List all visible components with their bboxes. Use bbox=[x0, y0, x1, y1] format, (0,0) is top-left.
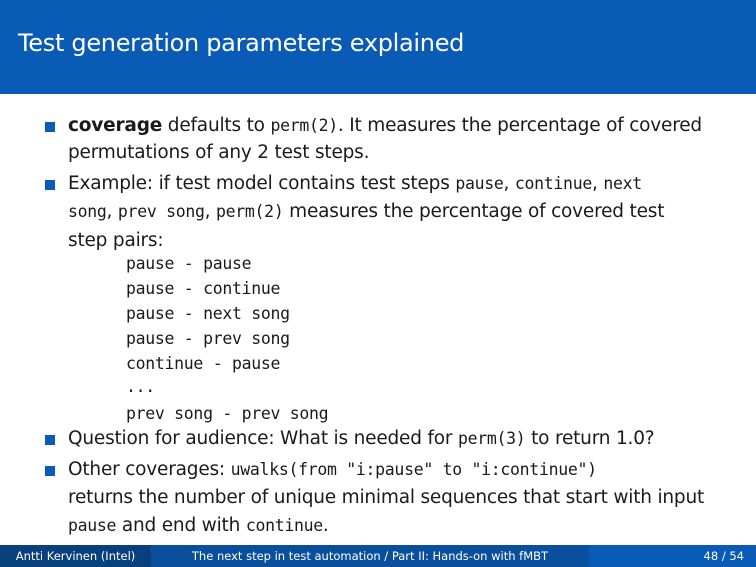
bullet-1-line-2: permutations of any 2 test steps. bbox=[68, 142, 370, 163]
text: . It measures the percentage of covered bbox=[337, 115, 702, 136]
text: , bbox=[204, 201, 217, 222]
footer-author: Antti Kervinen (Intel) bbox=[0, 545, 151, 567]
code-example-line: ... bbox=[126, 377, 155, 396]
code-example-line: prev song - prev song bbox=[126, 404, 329, 423]
bullet-marker bbox=[45, 122, 55, 132]
code: uwalks(from "i:pause" to "i:continue") bbox=[230, 460, 597, 479]
bullet-2-line-3: step pairs: bbox=[68, 230, 164, 251]
text: Other coverages: bbox=[68, 459, 231, 480]
bullet-4-line-1 bbox=[68, 457, 597, 482]
code: perm(2) bbox=[216, 202, 284, 221]
code: continue bbox=[514, 174, 592, 193]
footer-page-number-box bbox=[589, 545, 756, 567]
bullet-1-line-1 bbox=[68, 113, 702, 138]
text: , bbox=[591, 173, 604, 194]
code: continue bbox=[245, 516, 323, 535]
slide-footer bbox=[0, 545, 756, 567]
code: next bbox=[603, 174, 642, 193]
bullet-3-line-1 bbox=[68, 426, 654, 451]
text: and end with bbox=[116, 515, 246, 536]
code: song bbox=[68, 202, 107, 221]
text: Example: if test model contains test steps bbox=[68, 173, 456, 194]
code: pause bbox=[455, 174, 504, 193]
bullet-2-line-2 bbox=[68, 199, 664, 224]
page-number: 48 / 54 bbox=[703, 549, 744, 563]
text: Question for audience: What is needed for bbox=[68, 428, 458, 449]
text: measures the percentage of covered test bbox=[283, 201, 665, 222]
bullet-marker bbox=[45, 466, 55, 476]
code: pause bbox=[68, 516, 117, 535]
bullet-4-line-3 bbox=[68, 513, 329, 538]
code-example-line: continue - pause bbox=[126, 354, 281, 373]
slide-title: Test generation parameters explained bbox=[18, 29, 465, 57]
code: perm(2) bbox=[270, 116, 338, 135]
footer-talk-title: The next step in test automation / Part II: Hands-on with fMBT bbox=[151, 545, 589, 567]
code-example-line: pause - pause bbox=[126, 254, 252, 273]
text: , bbox=[106, 201, 118, 222]
text: , bbox=[503, 173, 515, 194]
text: to return 1.0? bbox=[525, 428, 655, 449]
code-example-line: pause - prev song bbox=[126, 329, 290, 348]
code-example-line: pause - next song bbox=[126, 304, 290, 323]
code: prev song bbox=[117, 202, 205, 221]
bullet-marker bbox=[45, 435, 55, 445]
bullet-4-line-2: returns the number of unique minimal sequences that start with input bbox=[68, 487, 705, 508]
text: defaults to bbox=[162, 115, 271, 136]
text: . bbox=[322, 515, 329, 536]
bullet-2-line-1 bbox=[68, 171, 642, 196]
code: perm(3) bbox=[457, 429, 526, 448]
coverage-term: coverage bbox=[68, 115, 163, 136]
bullet-marker bbox=[45, 180, 55, 190]
code-example-line: pause - continue bbox=[126, 279, 281, 298]
